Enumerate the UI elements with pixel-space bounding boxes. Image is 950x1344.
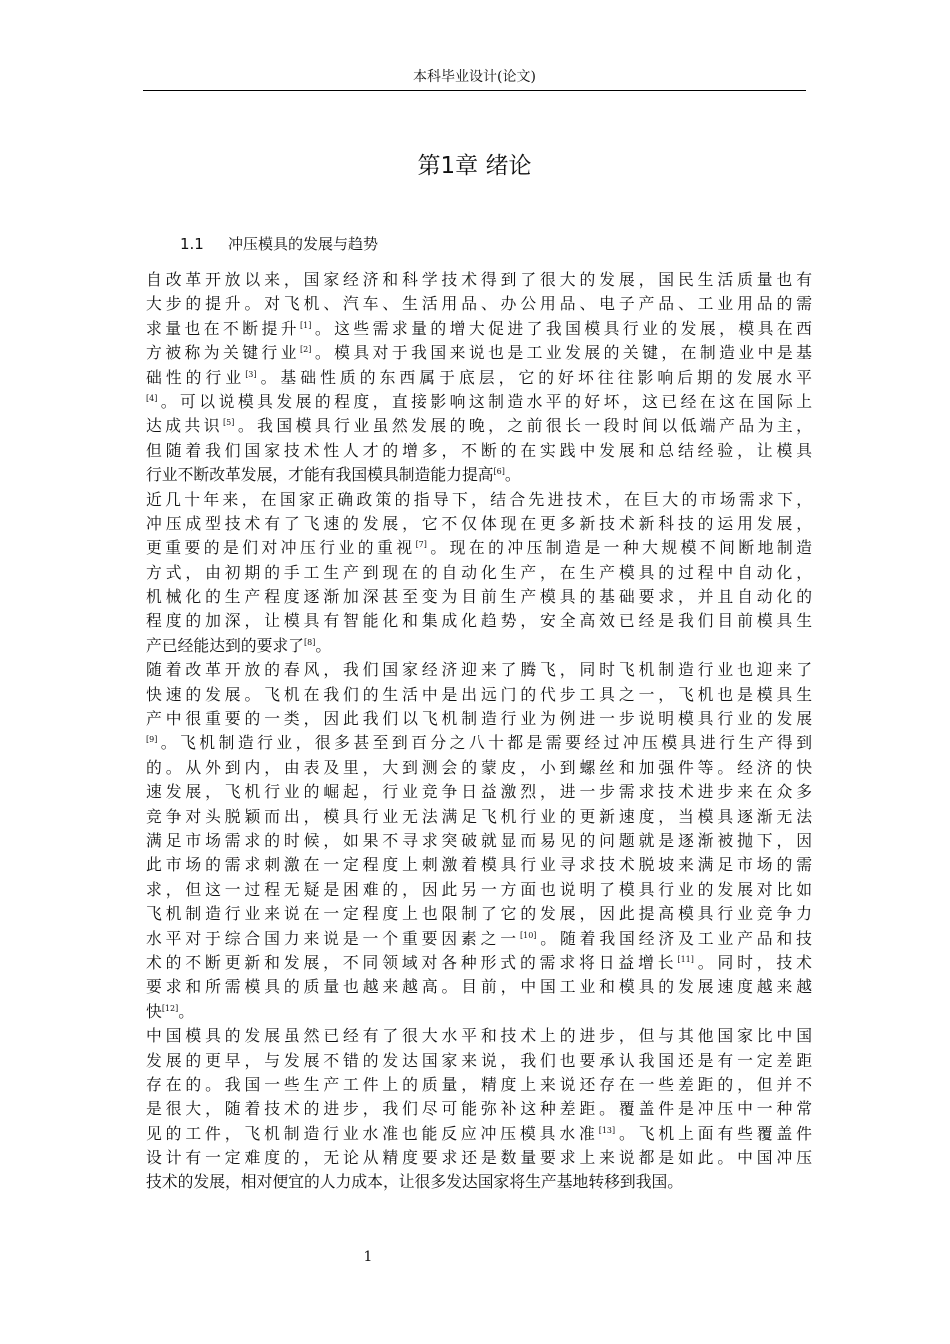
text-segment: 。 xyxy=(178,1001,195,1021)
text-segment: 。现在的冲压制造是一种大规模不间断地制造 xyxy=(426,538,812,558)
text-line xyxy=(146,366,812,390)
citation-marker: [10] xyxy=(519,930,537,940)
text-segment: 大步的提升。对飞机、汽车、生活用品、办公用品、电子产品、工业用品的需 xyxy=(146,294,812,314)
text-segment: 。这些需求量的增大促进了我国模具行业的发展，模具在西 xyxy=(311,318,812,338)
text-line xyxy=(146,536,812,560)
paragraph xyxy=(146,268,812,488)
page-number: 1 xyxy=(363,1249,373,1265)
text-segment: 是很大，随着技术的进步，我们尽可能弥补这种差距。覆盖件是冲压中一种常 xyxy=(146,1099,812,1119)
citation-marker: [12] xyxy=(161,1003,179,1013)
citation-marker: [13] xyxy=(598,1125,616,1135)
text-line xyxy=(146,390,812,414)
text-segment: 更重要的是们对冲压行业的重视 xyxy=(146,538,416,558)
citation-marker: [4] xyxy=(146,393,158,403)
text-segment: 见的工件，飞机制造行业水准也能反应冲压模具水准 xyxy=(146,1123,599,1143)
citation-marker: [5] xyxy=(223,418,235,428)
header-title: 本科毕业设计(论文) xyxy=(413,69,536,85)
text-line xyxy=(146,585,812,609)
text-segment: 。飞机上面有些覆盖件 xyxy=(615,1123,812,1143)
text-segment: 。 xyxy=(315,635,332,655)
paragraph xyxy=(146,658,812,1024)
text-segment: 产已经能达到的要求了 xyxy=(146,635,304,655)
text-line xyxy=(146,341,812,365)
text-segment: 但随着我们国家技术性人才的增多，不断的在实践中发展和总结经验，让模具 xyxy=(146,440,812,460)
text-segment: 的。从外到内，由表及里，大到测会的蒙皮，小到螺丝和加强件等。经济的快 xyxy=(146,757,812,777)
text-line xyxy=(146,561,812,585)
text-segment: 近几十年来，在国家正确政策的指导下，结合先进技术，在巨大的市场需求下， xyxy=(146,489,812,509)
chapter-title: 第1章 绪论 xyxy=(417,153,532,179)
text-segment: 水平对于综合国力来说是一个重要因素之一 xyxy=(146,928,520,948)
text-line xyxy=(146,951,812,975)
text-segment: 此市场的需求刺激在一定程度上刺激着模具行业寻求技术脱坡来满足市场的需 xyxy=(146,855,812,875)
text-segment: 础性的行业 xyxy=(146,367,246,387)
text-segment: 。我国模具行业虽然发展的晚，之前很长一段时间以低端产品为主， xyxy=(234,416,812,436)
text-line xyxy=(146,1170,812,1194)
text-segment: 竞争对头脱颖而出，模具行业无法满足飞机行业的更新速度，当模具逐渐无法 xyxy=(146,806,812,826)
text-line xyxy=(146,1000,812,1024)
section-number: 1.1 xyxy=(180,235,204,253)
text-line xyxy=(146,292,812,316)
text-segment: 速发展，飞机行业的崛起，行业竞争日益激烈，进一步需求技术进步来在众多 xyxy=(146,782,812,802)
paragraph xyxy=(146,488,812,659)
text-segment: 术的不断更新和发展，不同领域对各种形式的需求将日益增长 xyxy=(146,952,678,972)
text-segment: 随着改革开放的春风，我们国家经济迎来了腾飞，同时飞机制造行业也迎来了 xyxy=(146,660,812,680)
text-line xyxy=(146,1073,812,1097)
citation-marker: [7] xyxy=(415,540,427,550)
text-segment: 中国模具的发展虽然已经有了很大水平和技术上的进步，但与其他国家比中国 xyxy=(146,1026,812,1046)
text-segment: 程度的加深，让模具有智能化和集成化趋势，安全高效已经是我们目前模具生 xyxy=(146,611,812,631)
text-segment: 要求和所需模具的质量也越来越高。目前，中国工业和模具的发展速度越来越 xyxy=(146,977,812,997)
text-segment: 行业不断改革发展，才能有我国模具制造能力提高 xyxy=(146,465,494,485)
text-line xyxy=(146,1049,812,1073)
text-segment: 。随着我国经济及工业产品和技 xyxy=(536,928,812,948)
page-header xyxy=(143,68,806,91)
text-segment: 快 xyxy=(146,1001,162,1021)
text-segment: 。飞机制造行业，很多甚至到百分之八十都是需要经过冲压模具进行生产得到 xyxy=(157,733,812,753)
text-segment: 机械化的生产程度逐渐加深甚至变为目前生产模具的基础要求，并且自动化的 xyxy=(146,587,812,607)
text-line xyxy=(146,268,812,292)
text-line xyxy=(146,414,812,438)
text-segment: 。 xyxy=(504,465,521,485)
text-segment: 满足市场需求的时候，如果不寻求突破就显而易见的问题就是逐渐被抛下，因 xyxy=(146,830,812,850)
text-line xyxy=(146,853,812,877)
text-segment: 设计有一定难度的，无论从精度要求还是数量要求上来说都是如此。中国冲压 xyxy=(146,1148,812,1168)
text-line xyxy=(146,512,812,536)
text-line xyxy=(146,756,812,780)
text-line xyxy=(146,683,812,707)
text-segment: 冲压成型技术有了飞速的发展，它不仅体现在更多新技术新科技的运用发展， xyxy=(146,513,812,533)
citation-marker: [8] xyxy=(303,637,316,647)
text-segment: 求，但这一过程无疑是困难的，因此另一方面也说明了模具行业的发展对比如 xyxy=(146,879,812,899)
text-segment: 求量也在不断提升 xyxy=(146,318,301,338)
text-line xyxy=(146,439,812,463)
text-line xyxy=(146,731,812,755)
text-segment: 存在的。我国一些生产工件上的质量，精度上来说还存在一些差距的，但并不 xyxy=(146,1074,812,1094)
text-line xyxy=(146,1122,812,1146)
text-line xyxy=(146,609,812,633)
text-segment: 飞机制造行业来说在一定程度上也限制了它的发展，因此提高模具行业竞争力 xyxy=(146,904,812,924)
text-segment: 达成共识 xyxy=(146,416,224,436)
text-line xyxy=(146,927,812,951)
text-line xyxy=(146,975,812,999)
text-segment: 。模具对于我国来说也是工业发展的关键，在制造业中是基 xyxy=(311,343,812,363)
text-line xyxy=(146,780,812,804)
text-segment: 产中很重要的一类，因此我们以飞机制造行业为例进一步说明模具行业的发展 xyxy=(146,709,812,729)
section-title: 冲压模具的发展与趋势 xyxy=(228,235,379,253)
text-line xyxy=(146,707,812,731)
section-heading xyxy=(180,233,378,255)
text-segment: 快速的发展。飞机在我们的生活中是出远门的代步工具之一，飞机也是模具生 xyxy=(146,684,812,704)
text-segment: 方被称为关键行业 xyxy=(146,343,301,363)
text-segment: 。可以说模具发展的程度，直接影响这制造水平的好坏，这已经在这在国际上 xyxy=(157,391,812,411)
text-segment: 。同时，技术 xyxy=(693,952,812,972)
paragraph xyxy=(146,1024,812,1195)
citation-marker: [11] xyxy=(677,954,694,964)
text-line xyxy=(146,902,812,926)
citation-marker: [6] xyxy=(493,467,505,477)
text-segment: 。基础性质的东西属于底层，它的好坏往往影响后期的发展水平 xyxy=(256,367,812,387)
text-line xyxy=(146,1097,812,1121)
citation-marker: [1] xyxy=(300,320,312,330)
text-segment: 发展的更早，与发展不错的发达国家来说，我们也要承认我国还是有一定差距 xyxy=(146,1050,812,1070)
text-line xyxy=(146,634,812,658)
citation-marker: [3] xyxy=(245,369,257,379)
body-text xyxy=(146,268,812,1195)
text-line xyxy=(146,317,812,341)
text-segment: 自改革开放以来，国家经济和科学技术得到了很大的发展，国民生活质量也有 xyxy=(146,270,812,289)
text-line xyxy=(146,829,812,853)
text-line xyxy=(146,1146,812,1170)
text-line xyxy=(146,1024,812,1048)
text-segment: 技术的发展，相对便宜的人力成本，让很多发达国家将生产基地转移到我国。 xyxy=(146,1172,684,1192)
text-segment: 方式，由初期的手工生产到现在的自动化生产，在生产模具的过程中自动化， xyxy=(146,562,812,582)
text-line xyxy=(146,658,812,682)
text-line xyxy=(146,805,812,829)
citation-marker: [9] xyxy=(146,735,158,745)
text-line xyxy=(146,878,812,902)
text-line xyxy=(146,488,812,512)
citation-marker: [2] xyxy=(300,345,312,355)
text-line xyxy=(146,463,812,487)
